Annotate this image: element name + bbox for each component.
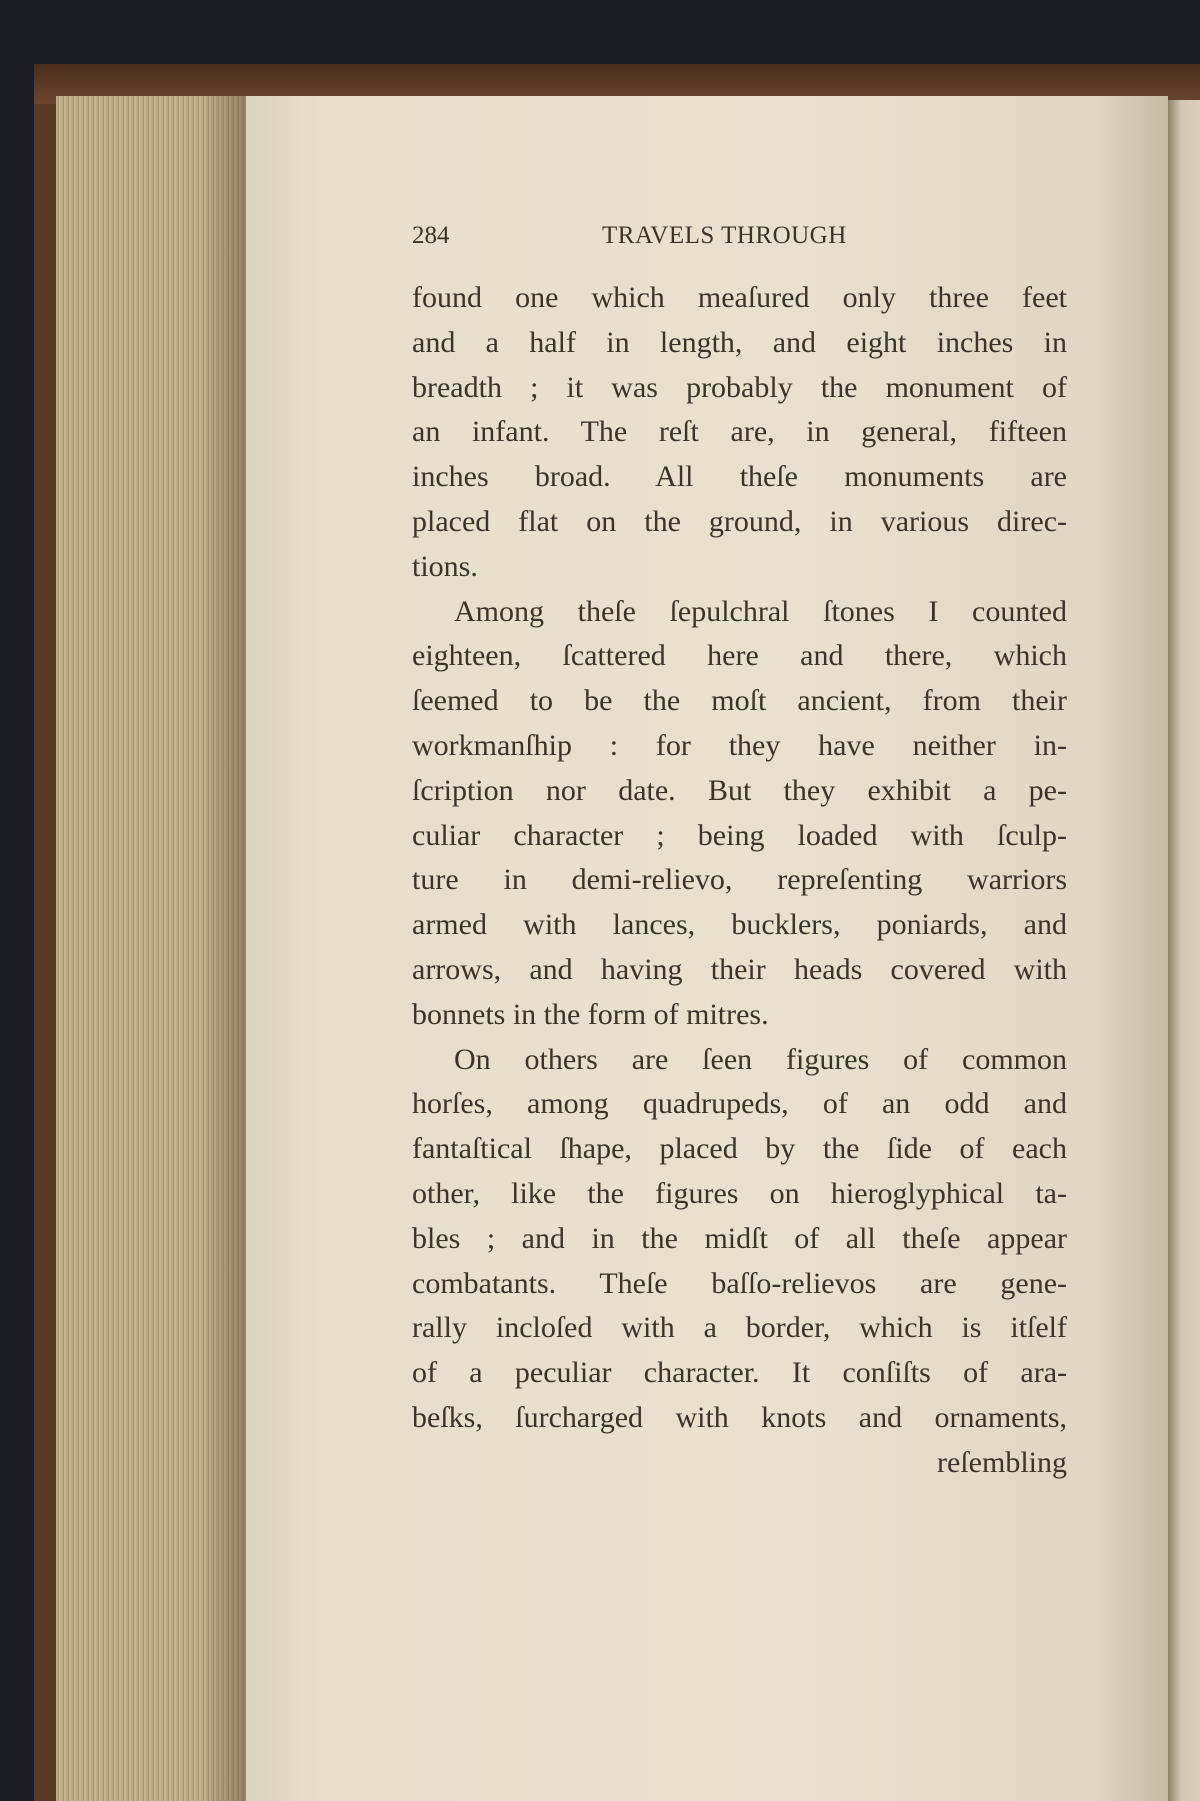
running-title: TRAVELS THROUGH	[602, 222, 847, 249]
text-line: other, like the figures on hieroglyphical ta-	[412, 1176, 1067, 1210]
text-line: fantaſtical ſhape, placed by the ſide of each	[412, 1132, 1067, 1166]
text-line: arrows, and having their heads covered with	[412, 952, 1067, 986]
text-line: and a half in length, and eight inches in	[412, 325, 1067, 359]
text-line: eighteen, ſcattered here and there, which	[412, 639, 1067, 673]
text-line: bles ; and in the midſt of all theſe appear	[412, 1221, 1067, 1255]
text-line: rally incloſed with a border, which is itſelf	[412, 1311, 1067, 1345]
text-line: found one which meaſured only three feet	[412, 281, 1067, 314]
text-line: tions.	[412, 549, 478, 583]
gutter-shadow	[200, 96, 248, 1801]
text-line: placed flat on the ground, in various direc-	[412, 504, 1067, 538]
text-line: On others are ſeen figures of common	[454, 1042, 1067, 1076]
text-line: armed with lances, bucklers, poniards, and	[412, 908, 1067, 942]
text-line: ture in demi-relievo, repreſenting warriors	[412, 863, 1067, 897]
text-line: Among theſe ſepulchral ſtones I counted	[454, 594, 1067, 628]
page-header	[412, 222, 972, 256]
text-line: culiar character ; being loaded with ſculp-	[412, 818, 1067, 852]
catchword: reſembling	[937, 1445, 1067, 1479]
text-line: combatants. Theſe baſſo-relievos are gene-	[412, 1266, 1067, 1300]
text-line: workmanſhip : for they have neither in-	[412, 728, 1067, 762]
text-line: breadth ; it was probably the monument of	[412, 370, 1067, 404]
text-line: an infant. The reſt are, in general, fifteen	[412, 415, 1067, 449]
body-text	[412, 276, 1067, 1486]
text-line: horſes, among quadrupeds, of an odd and	[412, 1087, 1067, 1121]
text-line: bonnets in the form of mitres.	[412, 997, 769, 1031]
text-line: ſcription nor date. But they exhibit a pe-	[412, 773, 1067, 807]
facing-page-edge	[1168, 100, 1200, 1801]
page-number: 284	[412, 222, 450, 249]
text-line: of a peculiar character. It conſiſts of ara-	[412, 1356, 1067, 1390]
text-line: beſks, ſurcharged with knots and ornaments,	[412, 1400, 1067, 1434]
text-line: inches broad. All theſe monuments are	[412, 460, 1067, 494]
text-line: ſeemed to be the moſt ancient, from their	[412, 684, 1067, 718]
